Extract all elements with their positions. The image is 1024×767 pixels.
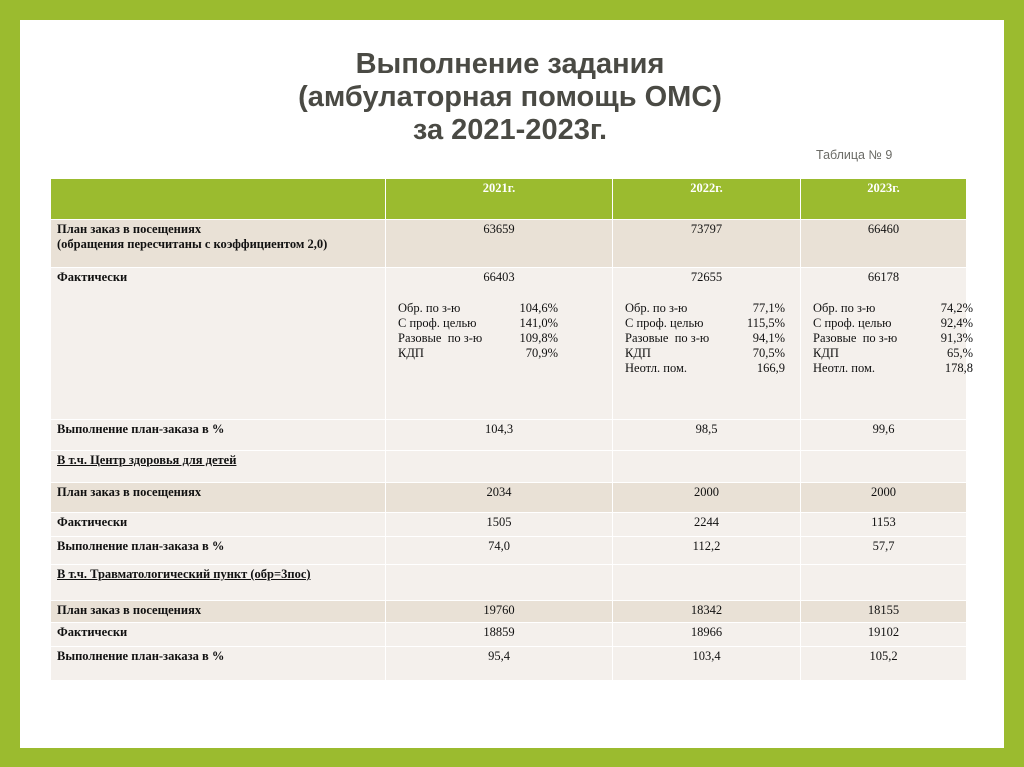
cell-value: 72655 [690, 270, 723, 284]
detail-value: 94,1% [752, 331, 785, 345]
value-cell: 18155 [801, 601, 967, 623]
value-cell: 2034 [386, 483, 613, 513]
table-row [51, 647, 967, 681]
detail-label: Разовые по з-ю [625, 331, 710, 345]
detail-label: С проф. целью [398, 316, 477, 330]
table-row [51, 483, 967, 513]
value-cell [613, 451, 801, 483]
value-cell: 66460 [801, 220, 967, 268]
detail-value: 91,3% [940, 331, 973, 345]
value-cell: 1505 [386, 513, 613, 537]
detail-label: Обр. по з-ю [398, 301, 461, 315]
detail-label: КДП [813, 346, 839, 360]
row-label: Фактически [51, 513, 386, 537]
detail-label: Обр. по з-ю [625, 301, 688, 315]
detail-line [625, 331, 785, 346]
value-cell: 73797 [613, 220, 801, 268]
detail-line [813, 301, 973, 316]
row-label [51, 451, 386, 483]
header-cell-2023: 2023г. [801, 179, 967, 220]
value-cell [613, 268, 801, 420]
detail-value: 70,9% [525, 346, 558, 360]
detail-value: 178,8 [944, 361, 973, 375]
detail-value: 74,2% [940, 301, 973, 315]
detail-label: С проф. целью [813, 316, 892, 330]
value-cell: 98,5 [613, 420, 801, 451]
detail-value: 115,5% [746, 316, 785, 330]
detail-line [398, 331, 558, 346]
row-label: Выполнение план-заказа в % [51, 647, 386, 681]
table-row [51, 451, 967, 483]
detail-value: 166,9 [756, 361, 785, 375]
value-cell: 1153 [801, 513, 967, 537]
header-cell-empty [51, 179, 386, 220]
detail-block [392, 301, 606, 361]
value-cell [801, 268, 973, 420]
value-cell: 18342 [613, 601, 801, 623]
table-number: Таблица № 9 [816, 148, 893, 162]
detail-value: 65,% [946, 346, 973, 360]
row-label: Фактически [51, 268, 386, 420]
value-cell: 105,2 [801, 647, 967, 681]
detail-value: 77,1% [752, 301, 785, 315]
detail-line [625, 316, 785, 331]
value-cell [386, 565, 613, 601]
detail-label: Разовые по з-ю [398, 331, 483, 345]
value-cell: 99,6 [801, 420, 967, 451]
value-cell: 63659 [386, 220, 613, 268]
value-cell [613, 565, 801, 601]
section-label: В т.ч. Травматологический пункт (обр=3пос) [57, 567, 311, 581]
value-cell: 95,4 [386, 647, 613, 681]
detail-line [398, 346, 558, 361]
detail-label: Обр. по з-ю [813, 301, 876, 315]
detail-value: 92,4% [940, 316, 973, 330]
cell-value: 66403 [483, 270, 515, 284]
value-cell: 57,7 [801, 537, 967, 565]
value-cell [801, 565, 967, 601]
row-label: Выполнение план-заказа в % [51, 420, 386, 451]
row-label: План заказ в посещениях [51, 601, 386, 623]
header-cell-2021: 2021г. [386, 179, 613, 220]
detail-block [619, 301, 794, 376]
row-label [51, 220, 386, 268]
detail-line [398, 301, 558, 316]
detail-value: 141,0% [519, 316, 558, 330]
row-label-line-2: (обращения пересчитаны с коэффициентом 2,0) [57, 237, 328, 251]
detail-label: Неотл. пом. [625, 361, 688, 375]
value-cell: 19760 [386, 601, 613, 623]
detail-label: КДП [625, 346, 651, 360]
table-row [51, 537, 967, 565]
table-row [51, 220, 967, 268]
detail-line [625, 361, 785, 376]
detail-label: Разовые по з-ю [813, 331, 898, 345]
table-row [51, 513, 967, 537]
detail-label: КДП [398, 346, 424, 360]
value-cell: 74,0 [386, 537, 613, 565]
row-label: План заказ в посещениях [51, 483, 386, 513]
value-cell: 2000 [801, 483, 967, 513]
table-row [51, 565, 967, 601]
detail-line [813, 316, 973, 331]
detail-line [813, 331, 973, 346]
detail-line [625, 301, 785, 316]
title-line-2: (амбулаторная помощь ОМС) [298, 81, 722, 113]
value-cell: 18966 [613, 623, 801, 647]
row-label: Выполнение план-заказа в % [51, 537, 386, 565]
detail-line [398, 316, 558, 331]
results-table [50, 178, 973, 681]
value-cell: 2000 [613, 483, 801, 513]
detail-label: С проф. целью [625, 316, 704, 330]
detail-value: 109,8% [519, 331, 558, 345]
value-cell: 18859 [386, 623, 613, 647]
value-cell: 103,4 [613, 647, 801, 681]
table-row [51, 601, 967, 623]
value-cell: 19102 [801, 623, 967, 647]
section-label: В т.ч. Центр здоровья для детей [57, 453, 237, 467]
value-cell: 104,3 [386, 420, 613, 451]
detail-line [813, 361, 973, 376]
value-cell [386, 268, 613, 420]
detail-value: 70,5% [752, 346, 785, 360]
table-row [51, 420, 967, 451]
value-cell: 2244 [613, 513, 801, 537]
header-cell-2022: 2022г. [613, 179, 801, 220]
title-line-1: Выполнение задания [355, 48, 665, 80]
detail-value: 104,6% [519, 301, 558, 315]
value-cell [801, 451, 967, 483]
row-label [51, 565, 386, 601]
table-row [51, 268, 967, 420]
value-cell [386, 451, 613, 483]
detail-block [807, 301, 973, 376]
table-row [51, 623, 967, 647]
row-label-line-1: План заказ в посещениях [57, 222, 202, 236]
table-header-row [51, 179, 967, 220]
detail-line [625, 346, 785, 361]
slide [20, 20, 1004, 748]
detail-line [813, 346, 973, 361]
detail-label: Неотл. пом. [813, 361, 876, 375]
row-label: Фактически [51, 623, 386, 647]
title-line-3: за 2021-2023г. [412, 114, 608, 146]
slide-title [60, 48, 960, 147]
cell-value: 66178 [867, 270, 900, 284]
value-cell: 112,2 [613, 537, 801, 565]
